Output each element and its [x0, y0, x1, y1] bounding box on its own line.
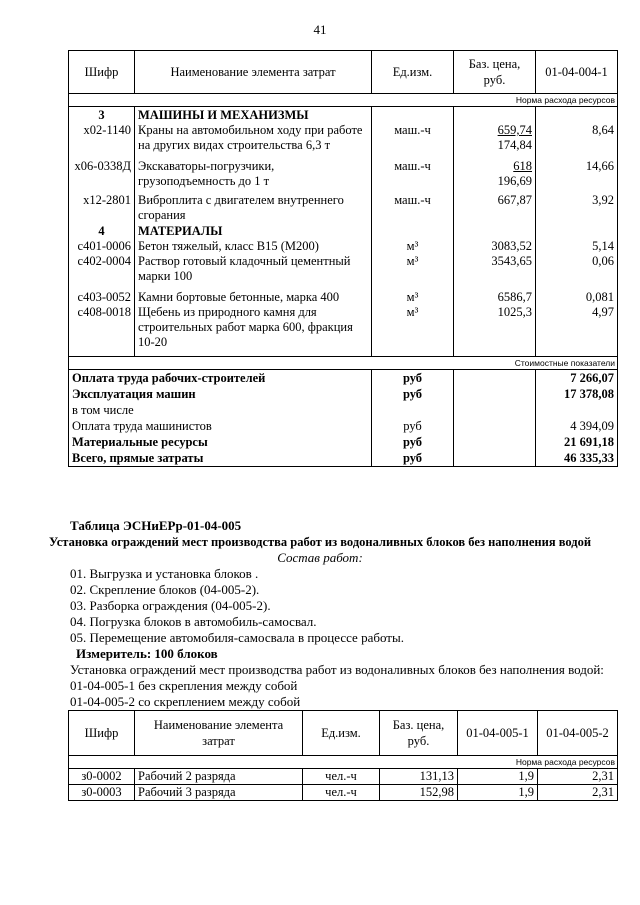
row-name-cont: сгорания	[135, 208, 372, 223]
row-unit: чел.-ч	[303, 785, 380, 801]
cost-value: 7 266,07	[536, 370, 618, 387]
row-value: 8,64	[536, 123, 618, 138]
header-name: Наименование элемента затрат	[135, 711, 303, 756]
cost-unit: руб	[372, 434, 454, 450]
row-unit: м³	[372, 305, 454, 320]
row-price: 6586,7	[454, 290, 536, 305]
description-line: 01-04-005-2 со скреплением между собой	[70, 694, 301, 709]
section-row	[69, 223, 618, 239]
norm-label: Норма расхода ресурсов	[69, 756, 618, 769]
row-value: 3,92	[536, 193, 618, 208]
section-title: МАТЕРИАЛЫ	[135, 223, 372, 239]
step-item: 05. Перемещение автомобиля-самосвала в процессе работы.	[70, 630, 404, 645]
row-value: 14,66	[536, 159, 618, 174]
row-unit: маш.-ч	[372, 159, 454, 174]
row-name: Экскаваторы-погрузчики,	[135, 159, 372, 174]
table-row	[69, 785, 618, 801]
cost-name: Эксплуатация машин	[69, 386, 372, 402]
row-value: 0,081	[536, 290, 618, 305]
cost-row	[69, 402, 618, 418]
cost-name: Материальные ресурсы	[69, 434, 372, 450]
row-unit: чел.-ч	[303, 769, 380, 785]
cost-value	[536, 402, 618, 418]
row-code: с403-0052	[69, 290, 135, 305]
row-price-cont: 196,69	[454, 174, 536, 189]
norm-label-row	[69, 94, 618, 107]
cost-value: 4 394,09	[536, 418, 618, 434]
row-value-2: 2,31	[538, 769, 618, 785]
row-value-2: 2,31	[538, 785, 618, 801]
table-row-cont	[69, 208, 618, 223]
row-name: Краны на автомобильном ходу при работе	[135, 123, 372, 138]
table-row	[69, 254, 618, 269]
section-number: 3	[69, 107, 135, 124]
row-unit: маш.-ч	[372, 193, 454, 208]
composition-title: Состав работ:	[277, 550, 363, 565]
row-value: 4,97	[536, 305, 618, 320]
table-row-cont	[69, 269, 618, 284]
row-name: Рабочий 2 разряда	[135, 769, 303, 785]
row-name: Бетон тяжелый, класс B15 (M200)	[135, 239, 372, 254]
table-row-cont	[69, 320, 618, 335]
step-item: 02. Скрепление блоков (04-005-2).	[70, 582, 260, 597]
header-code: Шифр	[69, 711, 135, 756]
row-price: 3083,52	[454, 239, 536, 254]
row-price: 618	[454, 159, 536, 174]
cost-unit: руб	[372, 450, 454, 467]
row-price: 659,74	[454, 123, 536, 138]
cost-row	[69, 450, 618, 467]
row-value: 0,06	[536, 254, 618, 269]
cost-row	[69, 418, 618, 434]
row-price: 1025,3	[454, 305, 536, 320]
step-item: 03. Разборка ограждения (04-005-2).	[70, 598, 271, 613]
header-price: Баз. цена, руб.	[454, 51, 536, 94]
table-row-cont	[69, 174, 618, 189]
page-number: 41	[313, 22, 327, 37]
cost-label: Стоимостные показатели	[69, 357, 618, 370]
row-unit: маш.-ч	[372, 123, 454, 138]
table-subtitle: Установка ограждений мест производства работ из водоналивных блоков без наполнения водой	[48, 535, 592, 549]
step-item: 04. Погрузка блоков в автомобиль-самосвал.	[70, 614, 317, 629]
measure-unit: Измеритель: 100 блоков	[76, 646, 218, 661]
table-row	[69, 290, 618, 305]
norm-label-row	[69, 756, 618, 769]
row-price: 667,87	[454, 193, 536, 208]
row-unit: м³	[372, 254, 454, 269]
header-price: Баз. цена, руб.	[380, 711, 458, 756]
row-name-cont: 10-20	[135, 335, 372, 350]
row-name-cont: марки 100	[135, 269, 372, 284]
resources-table-01-04-005	[68, 710, 618, 801]
row-code: х02-1140	[69, 123, 135, 138]
header-code: Шифр	[69, 51, 135, 94]
row-unit: м³	[372, 239, 454, 254]
row-code: с401-0006	[69, 239, 135, 254]
table-header-row	[69, 711, 618, 756]
step-item: 01. Выгрузка и установка блоков .	[70, 566, 259, 581]
resources-table-01-04-004	[68, 50, 618, 467]
cost-row	[69, 434, 618, 450]
row-value: 5,14	[536, 239, 618, 254]
section-number: 4	[69, 223, 135, 239]
row-code: х12-2801	[69, 193, 135, 208]
row-code: с402-0004	[69, 254, 135, 269]
row-price: 3543,65	[454, 254, 536, 269]
cost-name: Оплата труда рабочих-строителей	[69, 370, 372, 387]
table-row	[69, 193, 618, 208]
header-unit: Ед.изм.	[303, 711, 380, 756]
cost-unit: руб	[372, 418, 454, 434]
description-line: 01-04-005-1 без скрепления между собой	[70, 678, 298, 693]
table-row	[69, 123, 618, 138]
row-name-cont: грузоподъемность до 1 т	[135, 174, 372, 189]
row-value-1: 1,9	[458, 769, 538, 785]
cost-unit: руб	[372, 370, 454, 387]
table-row-cont	[69, 335, 618, 350]
row-unit: м³	[372, 290, 454, 305]
table-row	[69, 159, 618, 174]
row-name: Камни бортовые бетонные, марка 400	[135, 290, 372, 305]
table-header-row	[69, 51, 618, 94]
row-price-cont: 174,84	[454, 138, 536, 153]
cost-name: Оплата труда машинистов	[69, 418, 372, 434]
table-row	[69, 769, 618, 785]
section-row	[69, 107, 618, 124]
description-line: Установка ограждений мест производства работ из водоналивных блоков без наполнения водой:	[70, 662, 604, 677]
table-row-cont	[69, 138, 618, 153]
table-row	[69, 239, 618, 254]
cost-unit	[372, 402, 454, 418]
section-title: МАШИНЫ И МЕХАНИЗМЫ	[135, 107, 372, 124]
header-norm-code-2: 01-04-005-2	[538, 711, 618, 756]
cost-value: 46 335,33	[536, 450, 618, 467]
row-name-cont: на других видах строительства 6,3 т	[135, 138, 372, 153]
table-title: Таблица ЭСНиЕРр-01-04-005	[70, 518, 242, 533]
header-unit: Ед.изм.	[372, 51, 454, 94]
cost-value: 17 378,08	[536, 386, 618, 402]
cost-label-row	[69, 357, 618, 370]
cost-row	[69, 386, 618, 402]
row-name: Щебень из природного камня для	[135, 305, 372, 320]
header-name: Наименование элемента затрат	[135, 51, 372, 94]
row-price: 131,13	[380, 769, 458, 785]
row-code: с408-0018	[69, 305, 135, 320]
cost-name: в том числе	[69, 402, 372, 418]
row-name-cont: строительных работ марка 600, фракция	[135, 320, 372, 335]
header-norm-code: 01-04-004-1	[536, 51, 618, 94]
row-name: Раствор готовый кладочный цементный	[135, 254, 372, 269]
norm-label: Норма расхода ресурсов	[69, 94, 618, 107]
row-name: Виброплита с двигателем внутреннего	[135, 193, 372, 208]
cost-name: Всего, прямые затраты	[69, 450, 372, 467]
row-code: з0-0003	[69, 785, 135, 801]
row-name: Рабочий 3 разряда	[135, 785, 303, 801]
row-price: 152,98	[380, 785, 458, 801]
header-norm-code-1: 01-04-005-1	[458, 711, 538, 756]
table-row	[69, 305, 618, 320]
cost-value: 21 691,18	[536, 434, 618, 450]
row-code: х06-0338Д	[69, 159, 135, 174]
cost-row	[69, 370, 618, 387]
cost-unit: руб	[372, 386, 454, 402]
row-code: з0-0002	[69, 769, 135, 785]
row-value-1: 1,9	[458, 785, 538, 801]
